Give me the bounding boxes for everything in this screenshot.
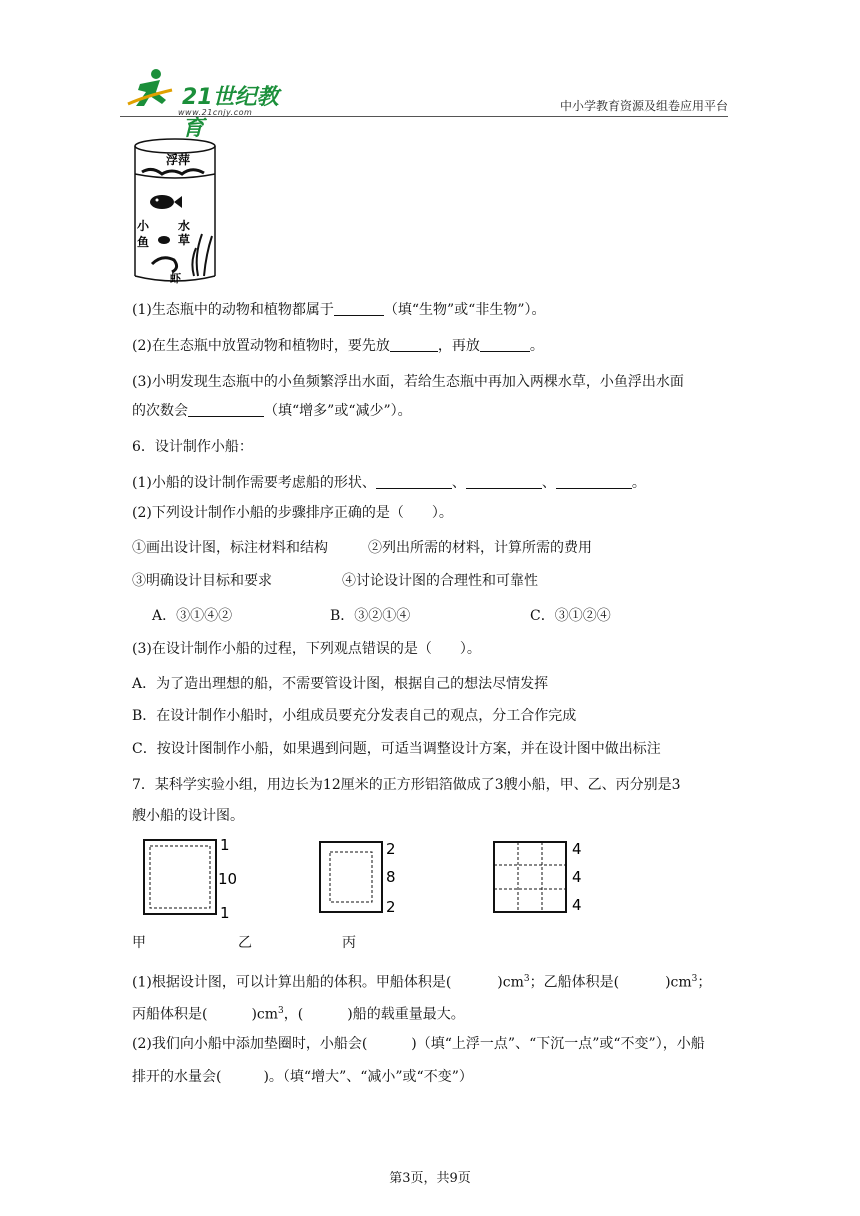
logo-url: www.21cnjy.com (178, 108, 253, 117)
boat-design-yi (316, 840, 406, 916)
label-small: 小 (137, 219, 150, 233)
header-divider (120, 116, 728, 117)
logo-text: 21世纪教育 (182, 85, 279, 141)
label-duckweed: 浮萍 (166, 153, 191, 167)
q6-part3: (3)在设计制作小船的过程，下列观点错误的是（ ）。 (132, 641, 481, 657)
q6-part3-option-c[interactable]: C．按设计图制作小船，如果遇到问题，可适当调整设计方案，并在设计图中做出标注 (132, 741, 661, 757)
answer-blank[interactable] (376, 474, 452, 489)
answer-blank[interactable] (480, 337, 530, 352)
runner-logo-icon (126, 66, 178, 112)
dim-label: 1 (220, 904, 230, 922)
q6-option-a[interactable]: A．③①④② (152, 608, 233, 624)
dim-label: 2 (386, 840, 396, 858)
label-shrimp: 虾 (170, 272, 181, 285)
q7-part1-line2: 丙船体积是( )$cm^3$，( )船的载重量最大。 (132, 1006, 465, 1023)
dim-label: 4 (572, 896, 582, 914)
dim-label: 2 (386, 898, 396, 916)
figure-label-yi: 乙 (238, 935, 252, 951)
label-grass: 草 (178, 233, 191, 247)
boat-design-jia (140, 838, 240, 922)
q5-part1: (1)生态瓶中的动物和植物都属于 （填“生物”或“非生物”）。 (132, 302, 546, 318)
q6-part3-option-b[interactable]: B．在设计制作小船时，小组成员要充分发表自己的观点，分工合作完成 (132, 708, 577, 724)
dim-label: 10 (218, 870, 238, 888)
dim-label: 1 (220, 838, 230, 854)
answer-blank[interactable] (334, 301, 384, 316)
answer-blank[interactable] (466, 474, 542, 489)
q7-part1-line1: (1)根据设计图，可以计算出船的体积。甲船体积是( )$cm^3$；乙船体积是( )$cm^3$； (132, 974, 712, 991)
q6-step4: ④讨论设计图的合理性和可靠性 (342, 573, 538, 589)
page-header (120, 60, 728, 141)
platform-name: 中小学教育资源及组卷应用平台 (559, 99, 728, 113)
q5-part3-line2: 的次数会 （填“增多”或“减少”）。 (132, 403, 412, 419)
dim-label: 4 (572, 868, 582, 886)
label-water: 水 (178, 219, 191, 233)
q7-line1: 7．某科学实验小组，用边长为12厘米的正方形铝箔做成了3艘小船，甲、乙、丙分别是3 (132, 777, 681, 793)
q6-step2: ②列出所需的材料，计算所需的费用 (368, 540, 592, 556)
dim-label: 8 (386, 868, 396, 886)
logo (126, 66, 296, 141)
q5-part3-line1: (3)小明发现生态瓶中的小鱼频繁浮出水面，若给生态瓶中再加入两棵水草，小鱼浮出水面 (132, 374, 684, 390)
q7-part2-line2: 排开的水量会( )。（填“增大”、“减小”或“不变”） (132, 1069, 473, 1085)
q6-option-b[interactable]: B．③②①④ (330, 608, 411, 624)
dim-label: 4 (572, 840, 582, 858)
q7-part2-line1: (2)我们向小船中添加垫圈时，小船会( )（填“上浮一点”、“下沉一点”或“不变”），小船 (132, 1036, 705, 1052)
answer-blank[interactable] (556, 474, 632, 489)
q6-step1: ①画出设计图，标注材料和结构 (132, 540, 328, 556)
figure-label-bing: 丙 (342, 935, 356, 951)
answer-blank[interactable] (188, 402, 264, 417)
figure-label-jia: 甲 (132, 935, 146, 951)
boat-design-bing (490, 840, 590, 916)
answer-blank[interactable] (390, 337, 438, 352)
q6-step3: ③明确设计目标和要求 (132, 573, 272, 589)
label-fish: 鱼 (137, 235, 150, 249)
q6-title: 6．设计制作小船： (132, 439, 253, 455)
q7-line2: 艘小船的设计图。 (132, 808, 244, 824)
q6-part2: (2)下列设计制作小船的步骤排序正确的是（ ）。 (132, 505, 453, 521)
q6-part1: (1)小船的设计制作需要考虑船的形状、 、 、 。 (132, 475, 646, 491)
eco-bottle-figure (132, 136, 218, 286)
q6-part3-option-a[interactable]: A．为了造出理想的船，不需要管设计图，根据自己的想法尽情发挥 (132, 676, 549, 692)
q5-part2: (2)在生态瓶中放置动物和植物时，要先放 ，再放 。 (132, 338, 544, 354)
page-number: 第3页，共9页 (389, 1171, 471, 1186)
q6-option-c[interactable]: C．③①②④ (530, 608, 611, 624)
